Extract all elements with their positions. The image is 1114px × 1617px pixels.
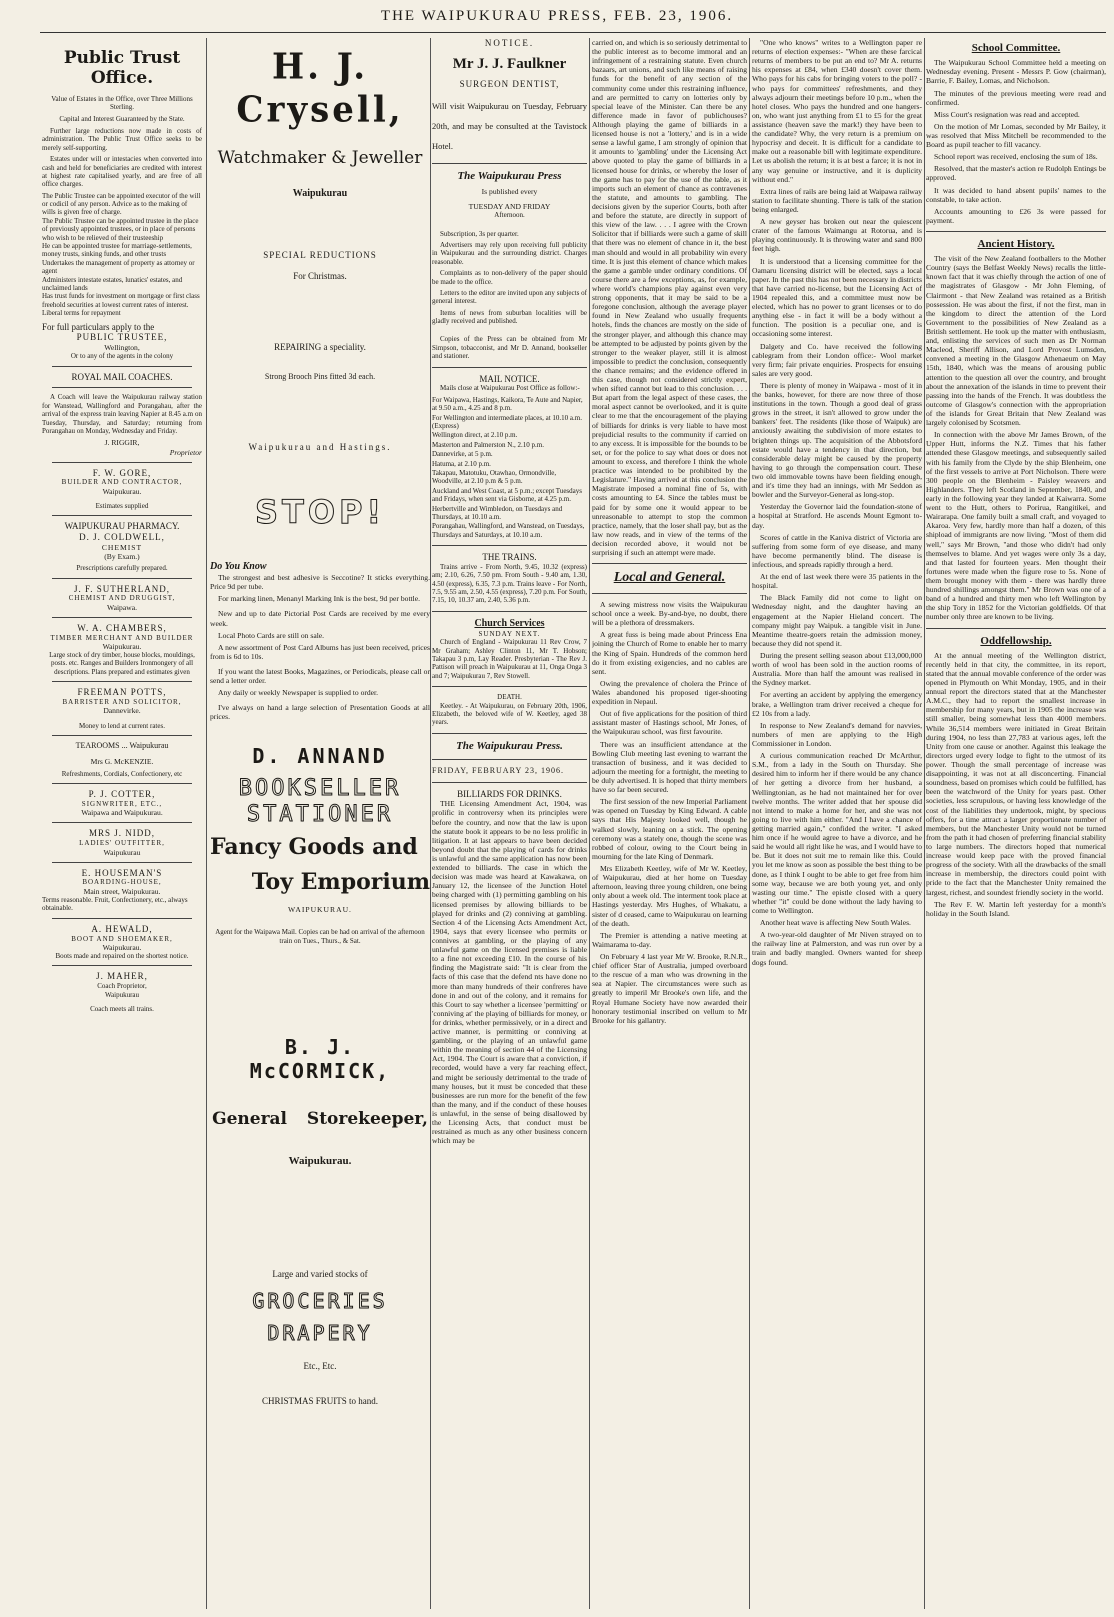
press-para: Copies of the Press can be obtained from Mr Simpson, tobacconist, and Mr D. Annand, bookseller and stationer.: [432, 335, 587, 361]
column-5: [752, 38, 922, 1613]
mail-intro: Mails close at Waipukurau Post Office as follow:-: [440, 384, 580, 393]
mccormick-heading: B. J. McCORMICK,: [249, 1035, 391, 1084]
do-you-know: Do You Know: [210, 561, 267, 573]
news-para: Yesterday the Governor laid the foundation-stone of a hospital at Stratford. He ascends Mount Egmont to-day.: [752, 502, 922, 530]
directory-place: Waipawa.: [107, 602, 137, 612]
directory-trade: SIGNWRITER, ETC.,: [81, 799, 163, 808]
mccormick-town: Waipukurau.: [288, 1155, 352, 1168]
directory-place: Waipukurau.: [102, 641, 142, 651]
local-para: Mrs Elizabeth Keetley, wife of Mr W. Keetley, of Waipukurau, died at her home on Tuesday afternoon, leaving three young children, one being only about a week old. The interment took place at Hastings yesterday. Mrs Hughes, of Whakatu, a sister of d ceased, came to Waipukurau on learning of the death.: [592, 863, 747, 928]
directory-trade: BARRISTER AND SOLICITOR,: [62, 698, 182, 707]
directory-place: Dannevirke.: [103, 706, 141, 716]
directory-note: Large stock of dry timber, house blocks, mouldings, posts. etc. Ranges and Builders Ironmongery of all descriptions. Plans prepared and estimates given: [49, 651, 195, 676]
news-para: Another heat wave is affecting New South Wales.: [760, 918, 911, 928]
public-trust-item: He can be appointed trustee for marriage-settlements, money trusts, sinking funds, and other trusts: [42, 242, 192, 259]
news-para: Dalgety and Co. have received the following cablegram from their London office:- Wool market very firm; fair private enquiries. Prospects for ensuing sales are very good.: [752, 341, 922, 378]
news-para: In response to New Zealand's demand for navvies, numbers of men are applying to the High Commissioner in London.: [752, 720, 922, 748]
school-para: On the motion of Mr Lomas, seconded by Mr Bailey, it was resolved that Miss Mitchell be recommended to the Board as pupil teacher to fill vacancy.: [926, 121, 1106, 150]
mail-line: Herbertville and Wimbledon, on Tuesdays and Thursdays, at 10.10 a.m.: [432, 504, 563, 521]
news-para: At the end of last week there were 35 patients in the hospital.: [752, 572, 922, 591]
news-para: Extra lines of rails are being laid at Waipawa railway station to facilitate shunting. There is talk of the station being enlarged.: [752, 186, 922, 214]
trains-title: THE TRAINS.: [482, 552, 537, 563]
directory-trade: CHEMIST AND DRUGGIST,: [68, 594, 176, 603]
fancy-goods-heading: Fancy Goods and: [210, 834, 418, 861]
mail-line: Auckland and West Coast, at 5 p.m.; except Tuesdays and Fridays, when sent via Gisborne, at 4.25 p.m.: [432, 486, 582, 504]
school-para: It was decided to hand absent pupils' names to the constable, to take action.: [926, 185, 1106, 204]
column-3: [432, 38, 587, 1613]
directory-name: E. HOUSEMAN'S: [81, 867, 163, 878]
news-para: It is understood that a licensing committee for the Oamaru licensing district will be elected, says a local paper. In the past this has not been necessary in districts that have carried no-license, but the Licensing Act of 1904 repealed this, and a committee must now be elected, which has no power to grant licenses or to do anything else - in fact it will be a body without a function. The position is a peculiar one, and is occasioning some interest.: [752, 256, 922, 339]
directory-note: Money to lend at current rates.: [79, 721, 165, 730]
directory-name: Mrs G. McKENZIE.: [90, 756, 154, 766]
mail-line: Porangahau, Wallingford, and Wanstead, on Tuesdays, Thursdays and Saturdays, at 10.10 a.m.: [432, 522, 585, 539]
towns-line: Waipukurau and Hastings.: [248, 441, 392, 452]
local-para: On February 4 last year Mr W. Brooke, R.N.R., chief officer Star of Australia, jumped overboard to the rescue of a man who was drowning in the sea at Napier. The circumstances were such as greatly to imperil Mr Brooke's own life, and the Royal Humane Society have now awarded their honorary testimonial inscribed on vellum to Mr Brooke for his gallantry.: [592, 951, 747, 1025]
school-para: School report was received, enclosing the sum of 18s.: [934, 152, 1098, 162]
press-para: Complaints as to non-delivery of the paper should be made to the office.: [432, 269, 587, 286]
news-para: A two-year-old daughter of Mr Niven strayed on to the railway line at Palmerston, and was run over by a train and badly mangled. Owners wanted for sheep dogs found.: [752, 930, 922, 967]
mail-line: For Wellington and intermediate places, at 10.10 a.m. (Express): [432, 413, 582, 430]
directory-trade: BOARDING-HOUSE,: [82, 878, 162, 887]
column-rule: [589, 38, 590, 1609]
column-rule: [430, 38, 431, 1609]
directory-name: P. J. COTTER,: [88, 789, 156, 800]
mail-line: For Waipawa, Hastings, Kaikora, Te Aute and Napier, at 9.50 a.m., 4.25 and 8 p.m.: [432, 395, 583, 413]
column-2: [210, 38, 430, 1613]
directory-place: (By Exam.): [104, 552, 140, 561]
repairing-line: REPAIRING a speciality.: [274, 341, 366, 352]
press-title-2: The Waipukurau Press.: [456, 739, 563, 752]
school-para: Miss Court's resignation was read and accepted.: [934, 109, 1080, 119]
public-trust-line: Value of Estates in the Office, over Three Millions Sterling.: [51, 94, 193, 112]
news-para: There is plenty of money in Waipawa - most of it in the banks, however, for there are now three of those institutions in the town. Though a good deal of grass grows in the street, it isn't allowed to grow under the bankers' feet. The residents (like those of Waipuk) are anxiously awaiting the subdivision of more estates to brighten things up. The acquisition of the Abbotsford estate would have a tendency in that direction, but considerable delay might be caused by the property having to go through the compensation court. These two old immovable towns have been fielding enough, and it's time they had an innings, with Mr Seddon as bowler and the Surveyor-General as long-stop.: [752, 380, 922, 500]
history-para: In connection with the above Mr James Brown, of the Upper Hutt, informs the N.Z. Times that his father attended these Glasgow meetings, and subsequently sailed with his family from the Clyde by the ship Blenheim, one of the first vessels to arrive at Port Nicholson. There were 300 people on the Blenheim - Paisley weavers and Highlanders. They left Scotland in September, 1840, and early in the following year they landed at Kaiwarra. Some went to the Hutt, others to Porirua, Rangitikei, and Wairarapa. One family built a small craft, and voyaged to Akaroa. Very few, hardly more than half a dozen, of this shipload of immigrants are now living. "Most of them did well," says Mr Brown, "and those who didn't had only themselves to blame. And yet wages were only 3s a day, and that lasted for fourteen years. Men thought their fortunes were made when the figure rose to 5s. None of them brought money with them - there was hardly three hundred shillings amongst them." Mr Brown was one of a band of a hundred and thirty men who left Wellington by the ship Tory in 1852 for the Victorian goldfields. Of that number only three are known to be living.: [926, 430, 1106, 622]
stop-para: I've always on hand a large selection of Presentation Goods at all prices.: [210, 703, 430, 722]
directory-place: Waipukurau: [103, 847, 141, 857]
school-committee-title: School Committee.: [971, 42, 1061, 54]
directory-name: F. W. GORE,: [92, 467, 152, 478]
agent-note: Agent for the Waipawa Mail. Copies can be had on arrival of the afternoon train on Tues., Thurs., & Sat.: [215, 928, 425, 945]
oddfellowship-title: Oddfellowship.: [980, 634, 1052, 647]
directory-trade: LADIES' OUTFITTER,: [79, 839, 165, 848]
directory-note: Estimates supplied: [95, 501, 149, 510]
mail-line: Hatuma, at 2.10 p.m.: [432, 459, 491, 468]
local-para: A great fuss is being made about Princess Ena joining the Church of Rome to enable her to marry the King of Spain. Hundreds of the common herd do it from existing exigencies, and no cables are sent.: [592, 630, 747, 676]
news-para: The Black Family did not come to light on Wednesday night, and the daughter having an engagement at the Napier Hieland concert. The company might pay Waipuk. a tangible visit in June. Meantime theatre-goers retain the admission money, because they did not spend it.: [752, 593, 922, 648]
church-body: Church of England - Waipukurau 11 Rev Crow, 7 Mr Graham; Ashley Clinton 11, Mr T. Hobson; Takapau 3 p.m, Lay Reader. Presbyterian - The Rev J. Pattison will preach in Waipukurau at 11, Onga Onga 3 and 7; Waipukurau 7, Rev Stowell.: [432, 638, 587, 680]
public-trust-apply: For full particulars apply to the: [42, 321, 155, 332]
annand-heading: D. ANNAND: [252, 743, 388, 768]
directory-name: W. A. CHAMBERS,: [77, 622, 167, 633]
faulkner-heading: Mr J. J. Faulkner: [452, 55, 567, 72]
directory-note: Refreshments, Cordials, Confectionery, etc: [61, 769, 183, 778]
press-para: Letters to the editor are invited upon any subjects of general interest.: [432, 288, 587, 306]
news-para: For averting an accident by applying the emergency brake, a Wellington tram driver received a cheque for £2 10s from a lady.: [752, 690, 922, 718]
directory-name: FREEMAN POTTS,: [77, 687, 167, 698]
news-para: A new geyser has broken out near the quiescent crater of the famous Waimangu at Rotorua, and is playing continuously. It is throwing water and sand 800 feet high.: [752, 217, 922, 254]
local-para: Owing the prevalence of cholera the Prince of Wales abandoned his proposed tiger-shooting expedition in Nepaul.: [592, 678, 747, 707]
school-para: The minutes of the previous meeting were read and confirmed.: [926, 88, 1106, 107]
press-para: Items of news from suburban localities will be gladly received and published.: [432, 308, 587, 326]
masthead: THE WAIPUKURAU PRESS, FEB. 23, 1906.: [380, 8, 734, 24]
press-para: Subscription, 3s per quarter.: [440, 229, 519, 238]
issue-date: FRIDAY, FEBRUARY 23, 1906.: [432, 765, 564, 775]
directory-trade: Coach Proprietor,: [97, 982, 147, 991]
local-para: The first session of the new Imperial Parliament was opened on Tuesday by King Edward. A cable says that His Majesty looked well, though he walked slowly, leaning on a stick. The opening ceremony was a stately one, though the scene was robbed of colour, owing to the Court being in mourning for the late King of Denmark.: [592, 797, 747, 861]
public-trust-city: Wellington,: [104, 343, 140, 353]
public-trust-item: The Public Trustee can be appointed executor of the will or codicil of any person. Advice as to the making of wills is given free of charge.: [42, 191, 201, 217]
local-para: Out of five applications for the position of third assistant master of Hastings school, Mr Jones, of the Waipukurau school, was first favourite.: [592, 709, 747, 737]
directory-trade: CHEMIST: [101, 542, 143, 552]
annand-town: WAIPUKURAU.: [288, 905, 352, 915]
directory-place: Waipawa and Waipukurau.: [81, 808, 163, 818]
stop-para: For marking linen, Menanyl Marking Ink is the best, 9d per bottle.: [218, 594, 421, 604]
crysell-heading: H. J. Crysell,: [236, 45, 404, 131]
groceries-heading: GROCERIES: [252, 1289, 388, 1314]
christmas-line: For Christmas.: [293, 270, 347, 281]
directory-name: J. MAHER,: [96, 971, 148, 982]
news-para: Scores of cattle in the Kaniva district of Victoria are suffering from some form of eye disease, and many have become permanently blind. The disease is infectious, and spreads rapidly through a herd.: [752, 532, 922, 570]
school-para: Accounts amounting to £26 3s were passed for payment.: [926, 206, 1106, 225]
public-trust-item: The Public Trustee can be appointed trustee in the place of previously appointed trustees, or in place of persons who wish to be relieved of their trusteeship: [42, 216, 199, 242]
directory-heading: WAIPUKURAU PHARMACY.: [64, 521, 180, 532]
news-para: A curious communication reached Dr McArthur, S.M., from a lady in the South on Thursday. She desired him to inform her if there would be any chance of her getting a divorce from her husband, a Wellingtonian, as he had not maintained her for over twelve months. The writer added that her spouse did not intend to make a home for her, and she was not going to live with him either. "And I have a chance of getting married again," confided the writer. "I asked him once if he would agree to have a divorce, and he said he would all right like he was, and I would have to be. But it does not suit me to remain like this. Could you let me know as soon as possible the best thing to be done, as I think I ought to be able to get free from him some way, because we are both young yet, and only wasting our time." The epistle closed with a query whether "it" could be done without the lady having to come to Wellington.: [752, 751, 922, 915]
coaches-title: ROYAL MAIL COACHES.: [71, 371, 173, 382]
mail-line: Dannevirke, at 5 p.m.: [432, 450, 493, 459]
column-4: [592, 38, 747, 1613]
stop-para: If you want the latest Books, Magazines, or Periodicals, please call or send a letter order.: [210, 667, 430, 686]
sunday-line: SUNDAY NEXT.: [478, 629, 541, 638]
published-line: Is published every: [481, 186, 538, 196]
directory-place: Waipukurau.: [102, 942, 142, 952]
etc-line: Etc., Etc.: [303, 1361, 337, 1372]
stationer-heading: STATIONER: [246, 801, 394, 827]
directory-trade: BOOT AND SHOEMAKER,: [71, 934, 173, 943]
column-1: [42, 38, 202, 1613]
coaches-role: Proprietor: [169, 447, 202, 457]
crysell-town: Waipukurau: [292, 187, 348, 199]
directory-place: Main street, Waipukurau.: [83, 886, 161, 896]
public-trust-para: Further large reductions now made in costs of administration. The Public Trust Office seeks to be merely self-supporting.: [42, 126, 202, 152]
stop-para: Any daily or weekly Newspaper is supplied to order.: [218, 688, 379, 698]
stop-para: The strongest and best adhesive is Seccotine? It sticks everything. Price 9d per tube.: [210, 573, 430, 592]
ancient-history-title: Ancient History.: [977, 237, 1055, 250]
days-line: TUESDAY AND FRIDAY: [468, 202, 551, 212]
public-trust-agents: Or to any of the agents in the colony: [70, 352, 174, 361]
drapery-heading: DRAPERY: [267, 1321, 373, 1346]
coaches-proprietor: J. RIGGIR,: [104, 438, 140, 448]
stop-para: Local Photo Cards are still on sale.: [218, 630, 325, 640]
directory-note: Coach meets all trains.: [90, 1004, 154, 1013]
directory-trade: TIMBER MERCHANT AND BUILDER: [50, 633, 194, 642]
large-stocks: Large and varied stocks of: [272, 1268, 368, 1279]
directory-name: J. F. SUTHERLAND,: [73, 583, 171, 594]
death-title: DEATH.: [497, 693, 522, 702]
directory-place: Waipukurau: [104, 990, 140, 999]
press-title: The Waipukurau Press: [457, 169, 562, 182]
history-para: The visit of the New Zealand footballers to the Mother Country (says the Belfast Weekly News) recalls the little-known fact that it was chiefly through the action of one of the magistrates of Glasgow - Mr John Fleming, of Clairmont - that New Zealand was retained as a British possession. He was about the first, if not the first, man in the kingdom to direct the attention of the Lord Government to the possibilities of New Zealand as a British settlement. He took up the matter with enthusiasm, and, enlisting the services of such men as Dr Norman Macleod, Sheriff Allison, and Lord Provost Lumsden, convened a meeting in the Glasgow Athenaeum on May 15th, 1840, which was the means of arousing public attention to the question all over the country, and brought about the annexation of the islands in time to prevent their passing into the hands of the French. It was doubtless the outcome of Glasgow's connection with the appropriation of the islands for Great Britain that New Zealand was largely colonised by Scotsmen.: [926, 254, 1106, 428]
oddfellowship-para: At the annual meeting of the Wellington district, recently held in that city, the committee, in its report, stated that the annual movable conference of the order was opened in Plymouth on Whit Monday, 1905, and in their annual report the directors stated that at the Manchester A.M.C., they had to report the smallest increase in membership for many years, but in 1905 the increase was still smaller, being somewhat less than 4000 members. While 36,514 members were initiated in Great Britain during 1904, no less than 27,783 at various ages, left the Unity from one cause or another. Against this leakage the directors urged every lodge to fight to the utmost of its power. Though the small percentage of increase was disappointing, it was not at all disconcerting. Financial soundness, based on promises which could be fulfilled, has been the watchword of the Unity for years past. Other societies, less scrupulous, or having less knowledge of the cost of the liabilities they undertook, might, by specious offers, for a time attract a larger proportionate number of members, but the Manchester Unity would not be turned from the path it had chosen of preferring financial stability to large numbers. The directors hoped that numerical increase would keep pace with the proved financial progress of the society. With all the drawbacks of the small increase in membership, the directors could point with pride to the fact that the Manchester Unity remained the largest, richest, and soundest friendly society in the world.: [926, 650, 1106, 897]
directory-heading: TEAROOMS ... Waipukurau: [75, 740, 169, 750]
local-para: The Premier is attending a native meeting at Waimarama to-day.: [592, 930, 747, 949]
faulkner-body: Will visit Waipukurau on Tuesday, February 20th, and may be consulted at the Tavistock Hotel.: [432, 100, 587, 152]
mail-line: Masterton and Palmerston N., 2.10 p.m.: [432, 440, 544, 449]
school-para: The Waipukurau School Committee held a meeting on Wednesday evening. Present - Messrs P. Gow (chairman), Barrie, F. Bailey, Lomas, and Nicholson.: [926, 58, 1106, 86]
school-para: Resolved, that the master's action re Rudolph Entings be approved.: [926, 164, 1106, 183]
column-6: [926, 38, 1106, 1613]
local-para: A sewing mistress now visits the Waipukurau school once a week. By-and-bye, no doubt, there will be a plethora of dressmakers.: [592, 600, 747, 628]
mail-notice-title: MAIL NOTICE.: [479, 373, 540, 384]
news-para: "One who knows" writes to a Wellington paper re returns of election expenses:- "When are these farcical returns of members to be put an end to? Mr A. returns his expenses at £84, when £340 doesn't cover them. Who pays for his cabs for bringing voters to the poll? - who pays for committees' refreshments, and they always adjourn their meetings before 10 p.m., when the hotel closes. Who pays the hundred and one hangers-on, who want just anything from £1 to £5 for the great assistance (heaven save the mark!) they have been to the candidate? Why, the very return is a premium on hypocrisy and deceit. It is difficult for a candidate to make out a reasonable bill with legitimate expenditure. Let us abolish the return; it is at best a farce; it is not in any way genuine or instructive, and it is duplicity without end.": [752, 38, 922, 184]
fruits-line: CHRISTMAS FRUITS to hand.: [261, 1396, 378, 1407]
masthead-rule: [40, 32, 1106, 33]
notice-heading: NOTICE.: [484, 38, 535, 48]
stop-heading: STOP!: [254, 492, 386, 531]
directory-trade: BUILDER AND CONTRACTOR,: [61, 478, 183, 487]
general-storekeeper: General Storekeeper,: [212, 1109, 428, 1130]
toy-emporium-heading: Toy Emporium: [251, 868, 430, 895]
local-general-title: Local and General.: [613, 570, 726, 586]
brooch-line: Strong Brooch Pins fitted 3d each.: [264, 372, 376, 382]
billiards-para: THE Licensing Amendment Act, 1904, was prolific in controversy when its principles were before the country, and now that the law is upon the statute book it appears to be no less prolific in litigation. It at last appears to have been decided beyond doubt that the playing of cards for drinks is unlawful and the same application has now been extended to billiards. The case in which the decision was made was heard at Kawakawa, on January 12, the licensee of the Junction Hotel being charged with (1) permitting gambling on his licensed premises by allowing billiards to be played for drinks and (2) conniving at gambling. Section 4 of the Licensing Acts Amendment Act, 1904, says that every licensee who permits or connives at gambling, or the playing of any unlawful game on the licensed premises is liable to a fine not exceeding £10. In the course of his finding the Magistrate said: "It is clear from the facts of this case that the defend nts have done no more than many hundreds of their confreres have done in and out of the colony, and it remains for this Court to say whether a licensee 'permitting' or 'conniving at' the playing of billiards for money, or for drinks, whether permissively, or in a direct and active manner, is permitting or conniving at gambling, or the playing of an unlawful game within the meaning of section 44 of the Licensing Act, 1904. The Court is aware that a conviction, if recorded, would have a very far reaching effect, and might be seriously detrimental to the trade of many houses, but it must be conceded that these businesses are run more for the benefit of the few than the many, and if the conduct of these houses is unlawful, in the sense of being disallowed by the Licensing Acts, that conduct must be restrained as much as any other business concern which may be: [432, 799, 587, 1146]
public-trust-item: Undertakes the management of property as attorney or agent: [42, 258, 195, 276]
news-para: During the present selling season about £13,000,000 worth of wool has been sold in the auction rooms of Australia. More than half the amount was realised in the Sydney market.: [752, 651, 922, 688]
press-para: Advertisers may rely upon receiving full publicity in Waipukurau and the surrounding district. Charges reasonable.: [432, 240, 587, 266]
directory-name: D. J. COLDWELL,: [79, 532, 165, 543]
directory-name: MRS J. NIDD,: [88, 828, 155, 839]
column-rule: [749, 38, 750, 1609]
stop-para: A new assortment of Post Card Albums has just been received, prices from is 6d to 10s.: [210, 642, 430, 661]
public-trust-title: Public Trust Office.: [63, 48, 181, 89]
directory-name: A. HEWALD,: [91, 923, 153, 934]
directory-note: Terms reasonable. Fruit, Confectionery, etc., always obtainable.: [42, 895, 188, 913]
public-trust-item: Has trust funds for investment on mortgage or first class freehold securities at lowest current rates of interest. Liberal terms for repayment: [42, 292, 200, 318]
oddfellowship-para: The Rev F. W. Martin left yesterday for a month's holiday in the South Island.: [926, 899, 1106, 918]
column-rule: [206, 38, 207, 1609]
bookseller-heading: BOOKSELLER: [238, 775, 402, 801]
surgeon-line: SURGEON DENTIST,: [459, 78, 560, 89]
mail-line: Wellington direct, at 2.10 p.m.: [432, 431, 518, 440]
public-trust-line: Capital and Interest Guaranteed by the State.: [59, 114, 185, 123]
public-trustee: PUBLIC TRUSTEE,: [76, 332, 168, 343]
death-body: Keetley. - At Waipukurau, on February 20th, 1906, Elizabeth, the beloved wife of W. Keetley, aged 38 years.: [432, 701, 587, 727]
public-trust-para: Estates under will or intestacies when converted into cash and held for beneficiaries are credited with interest at highest rate capitalised yearly, and are free of all office charges.: [42, 155, 202, 189]
directory-note: Boots made and repaired on the shortest notice.: [55, 952, 189, 961]
directory-note: Prescriptions carefully prepared.: [76, 564, 168, 573]
church-title: Church Services: [474, 617, 545, 629]
billiards-title: BILLIARDS FOR DRINKS.: [457, 788, 562, 799]
directory-place: Waipukurau.: [102, 486, 142, 496]
public-trust-item: Administers intestate estates, lunatics' estates, and unclaimed lands: [42, 275, 183, 292]
mail-line: Takapau, Matotuku, Otawhao, Ormondville, Woodville, at 2.10 p.m & 5 p.m.: [432, 468, 557, 486]
afternoon-line: Afternoon.: [494, 211, 525, 220]
local-para: There was an insufficient attendance at the Bowling Club meeting last evening to warrant the transaction of business, and it was decided to adjourn the meeting for a fortnight, the meeting to be duly advertised. It is hoped that thirty members have so far been secured.: [592, 739, 747, 795]
coaches-body: A Coach will leave the Waipukurau railway station for Wanstead, Wallingford and Porangahau, after the arrival of the express train leaving Napier at 8.45 a.m on Tuesday, Thursday, and Saturday; returning from Porangahau on Monday, Wednesday and Friday.: [42, 393, 202, 435]
billiards-continued: carried on, and which is so seriously detrimental to the public interest as to become immoral and an infringement of a restraining statute. Even church bazaars, art unions, and such like means of raising funds for the benefit of any section of the community come under this restraining influence, and are permitted to carry on lotteries only by special leave of the Minister. Can there be any difference made in favor of publichouses? Although playing the game of billiards in a licensed house is not a 'lottery,' and is in a wide sense a lawful game, I am strongly of opinion that it amounts to 'gambling' under the Licensing Act above quoted to play the game of billiards in a licensed house for drinks, or whereby the loser of the game has to pay for the use of the table, as it imports such an element of chance as contravenes the statute, and amounts to gambling. The decisions given by the superior Courts, both after and before the statute, are directly in support of this view of the law. . . . I agree with the Crown Solicitor that if billiards were such a game of skill that there was no element of chance in it, the best man should and would in all probability win every time. It is just this element of chance which makes the game a gamble under ordinary conditions. Of course there are a few exceptions, as, for example, where world's champions play against even very strong opponents, that it may be said to be a foregone conclusion, although the average player found in New Zealand who usually frequents hotels, finds the chances are mostly on the side of the stronger player, and although this chance may be attempted to be adjusted by points given by the stronger to the weaker player, still it is almost impossible to predict the conclusion, consequently the chance remains; and the evidence offered in this case, though not considered strictly expert, when sifted cannot but lead to this conclusion. . . . But apart from the legal aspect of these cases, the moral aspect cannot be overlooked, and it is quite clear to me that the encouragement of the playing of billiards for drinks is very liable to have most prejudicial results to the community if carried on to any excess. It is impossible for the bounds to be set, or for the police to say what does or does not amount to excess, and therefore I think the whole practice was intended to be prohibited by the Legislature." Having arrived at this conclusion the Magistrate imposed a nominal fine of 5s, with costs amounting to £4. Since the tables must be paid for by some one it would appear to be unreasonable to attempt to stop the common practice, namely, that the loser shall pay, but as the law now reads, and in view of the terms of the decision recorded above, it would not be surprising if such an attempt were made.: [592, 38, 747, 558]
stop-para: New and up to date Pictorial Post Cards are received by me every week.: [210, 609, 430, 628]
column-rule: [924, 38, 925, 1609]
trains-body: Trains arrive - From North, 9.45, 10.32 (express) am; 2.10, 6.26, 7.50 pm. From South - 9.40 am, 1.30, 4.50 (express), 6.35, 7.3 p.m. Trains leave - For North, 7.5, 9.55 am, 2.50, 4.55 (express), 7.20 p.m. For South, 7.15, 10, 10.37 am, 2.40, 5.36 p.m.: [432, 562, 587, 605]
special-reductions: SPECIAL REDUCTIONS: [263, 249, 377, 260]
watchmaker-heading: Watchmaker & Jeweller: [217, 147, 423, 168]
